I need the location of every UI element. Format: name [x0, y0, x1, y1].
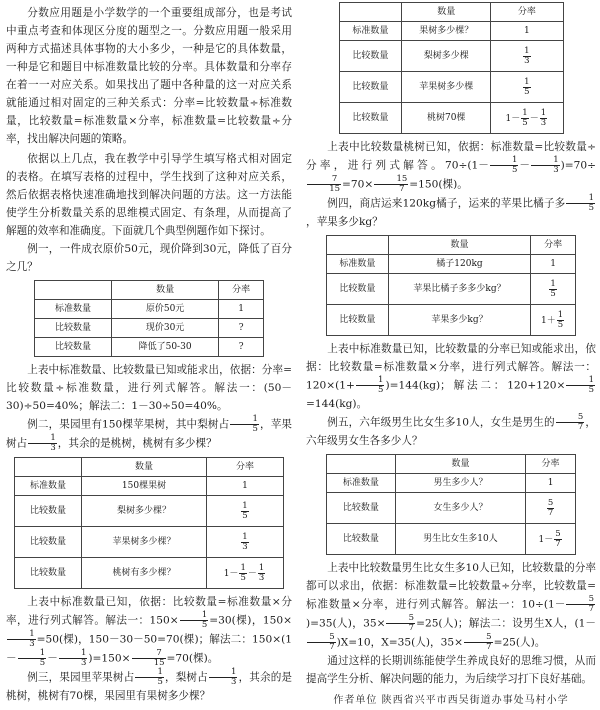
text-span: 数量: [388, 236, 530, 255]
text-span: 1: [242, 531, 248, 542]
text-span: =30(棵)，150×: [209, 614, 292, 627]
text-span: 7: [132, 649, 166, 659]
fraction: [566, 595, 595, 614]
fraction: [549, 280, 556, 299]
text-span: ，苹果树占: [6, 418, 293, 450]
text-span: 1: [242, 500, 248, 511]
text-span: 苹果树多少棵？: [82, 527, 207, 558]
fraction: [241, 533, 248, 552]
text-span: ，梨树占: [164, 671, 208, 684]
text-span: 1: [219, 300, 264, 319]
text-span: 3: [80, 658, 87, 668]
text-span: 比较数量: [15, 496, 82, 527]
text-span: 1: [490, 156, 519, 166]
table-example-5: [326, 454, 576, 555]
table-row: [15, 558, 284, 589]
fraction: [464, 633, 493, 652]
fraction: [531, 156, 560, 175]
text-span: 5: [557, 319, 564, 330]
text-span: 7: [588, 604, 594, 614]
text-span: 7: [555, 538, 561, 549]
table-cell: 1－ $\frac{1}{5}$ － $\frac{1}{3}$: [207, 558, 284, 589]
text-span: 梨树多少棵: [402, 41, 491, 72]
table-example-2: [14, 457, 284, 589]
text-span: 5: [556, 413, 585, 423]
text-span: 1: [28, 434, 57, 444]
text-span: 1: [59, 649, 88, 659]
fraction: [521, 109, 528, 128]
text-span: －: [519, 159, 531, 172]
table-row: [327, 474, 576, 493]
text-span: 女生多少人？: [395, 493, 525, 524]
text-span: 上表中标准数量已知，比较数量的分率已知或能求出，依据：比较数量=标准数量×分率，进行列式解答。解法一：120×(1+: [306, 343, 596, 392]
text-span: 1: [566, 194, 595, 204]
text-span: 7: [547, 507, 554, 518]
fraction: [7, 630, 36, 649]
text-span: 数量: [82, 458, 207, 477]
text-span: 3: [540, 117, 547, 128]
text-span: 比较数量: [35, 319, 112, 338]
fraction: [241, 502, 248, 521]
fraction: [307, 175, 341, 194]
table-header-row: [15, 458, 284, 477]
text-span: 1: [557, 309, 564, 320]
text-span: 标准数量: [327, 255, 389, 274]
text-span: 标准数量: [35, 300, 112, 319]
table-row: [35, 338, 264, 357]
text-span: 3: [524, 55, 530, 66]
text-span: 3: [50, 443, 56, 453]
text-span: 1: [356, 376, 385, 386]
text-span: 上表中比较数量桃树已知，依据：标准数量=比较数量÷分率，进行列式解答。70÷(1－: [306, 141, 596, 172]
text-span: 3: [231, 677, 237, 687]
text-span: 男生多少人？: [395, 474, 525, 493]
text-span: 1: [566, 376, 595, 386]
text-span: 苹果比橘子多多少kg？: [388, 274, 530, 305]
text-span: 1: [531, 156, 560, 166]
text-span: 5: [378, 385, 384, 395]
text-span: 数量: [111, 281, 218, 300]
table-row: [339, 72, 563, 103]
table-row: [15, 496, 284, 527]
fraction: [239, 564, 246, 583]
table-row: [35, 319, 264, 338]
text-span: 1: [209, 668, 238, 678]
text-span: 1＋: [541, 315, 556, 326]
text-span: 男生比女生多10人: [395, 524, 525, 555]
text-span: 分率: [531, 236, 576, 255]
text-span: 3: [242, 541, 248, 552]
text-span: 5: [386, 614, 415, 624]
table-example-1: [34, 280, 264, 357]
table-row: [35, 300, 264, 319]
text-span: 1: [524, 45, 530, 56]
text-span: 比较数量: [327, 274, 389, 305]
text-span: ，六年级男女生各多少人？: [306, 416, 597, 447]
fraction: [554, 530, 561, 549]
text-span: 1: [524, 76, 530, 87]
text-span: 1: [258, 562, 265, 573]
text-span: 5: [547, 497, 554, 508]
text-span: ，其余的是桃树，桃树有多少棵？: [57, 437, 217, 450]
text-span: 比较数量: [15, 527, 82, 558]
text-span: [327, 455, 396, 474]
fraction: [557, 311, 564, 330]
text-span: 标准数量: [15, 477, 82, 496]
conclusion-paragraph: 通过这样的长期训练能使学生养成良好的思维习惯，从而提高学生分析、解决问题的能力，为后续学习打下良好基础。: [306, 655, 596, 685]
text-span: ，苹果多少kg？: [306, 216, 383, 228]
text-span: 例四，商店运来120kg橘子，运来的苹果比橘子多: [327, 197, 566, 210]
text-span: 7: [486, 642, 492, 652]
text-span: 比较数量: [327, 305, 389, 336]
left-column: [6, 4, 292, 705]
text-span: =25(人)；解法二：设男生X人，(1－: [416, 617, 596, 630]
text-span: )=35(人)，35×: [306, 617, 386, 630]
text-span: 1: [240, 562, 246, 573]
text-span: 5: [588, 203, 594, 213]
text-span: 1: [540, 107, 547, 118]
text-span: 分率: [491, 3, 563, 22]
text-span: 15: [153, 658, 165, 668]
text-span: 7: [408, 623, 415, 633]
fraction: [523, 47, 530, 66]
text-span: [35, 281, 112, 300]
text-span: 1: [550, 278, 556, 289]
text-span: 5: [201, 620, 208, 630]
text-span: 5: [157, 677, 163, 687]
fraction: [566, 376, 595, 395]
text-span: 橘子120kg: [388, 255, 530, 274]
table-header-row: [339, 3, 563, 22]
example-3: [6, 668, 292, 705]
fraction: [386, 614, 415, 633]
intro-paragraph: 分数应用题是小学数学的一个重要组成部分，也是考试中重点考查和体现区分度的题型之一。分数应用题一般采用两种方式描述具体事物的大小多少，一种是它的具体数量，一种是它和题目中标准数量比较的分率。具体数量和分率存在着一一对应关系。如果找出了题中各种量的这一对应关系就能通过相对固定的三种关系式：分率=比较数量÷标准数量，比较数量=标准数量×分率，标准数量=比较数量÷分率，找出解决问题的策略。: [6, 7, 292, 145]
method-paragraph: 依据以上几点，我在教学中引导学生填写格式相对固定的表格。在填写表格的过程中，学生找到了这种对应关系，然后依据表格快速准确地找到解决问题的方法。这一方法能使学生分析数量关系的思维模式固定、有条理，从而提高了解题的效率和准确度。下面就几个典型例题作如下探讨。: [6, 153, 292, 237]
text-span: 5: [242, 510, 248, 521]
text-span: －: [47, 652, 58, 665]
table-row: [339, 103, 563, 134]
table-cell: 1: [526, 474, 576, 493]
table-cell: 1－ $\frac{1}{5}$ － $\frac{1}{3}$: [491, 103, 563, 134]
text-span: 1: [18, 649, 47, 659]
fraction: [547, 499, 554, 518]
text-span: 降低了50-30: [111, 338, 218, 357]
table-row: [327, 305, 576, 336]
table-header-row: [327, 455, 576, 474]
fraction: [356, 376, 385, 395]
text-span: 5: [252, 424, 258, 434]
text-span: 1: [7, 630, 36, 640]
table-cell: 1: [491, 22, 563, 41]
text-span: )=144(kg)；解法二：120+120×: [385, 379, 566, 392]
text-span: 标准数量: [339, 22, 402, 41]
text-span: ?: [219, 338, 264, 357]
text-span: =70×: [342, 178, 374, 191]
text-span: 比较数量: [339, 103, 402, 134]
table-cell: [491, 41, 563, 72]
table-cell: [207, 527, 284, 558]
fraction: [490, 156, 519, 175]
text-span: 上表中标准数量已知，依据：比较数量=标准数量×分率，进行列式解答。解法一：150×: [6, 596, 292, 627]
table-row: [339, 22, 563, 41]
solution-3: [306, 138, 596, 194]
text-span: 5: [555, 528, 561, 539]
text-span: 5: [588, 385, 594, 395]
text-span: 比较数量: [327, 524, 396, 555]
table-cell: [531, 274, 576, 305]
example-4: [306, 194, 596, 231]
text-span: =25(人)。: [493, 636, 546, 649]
text-span: 1: [180, 611, 209, 621]
table-row: [339, 41, 563, 72]
solution-2: [6, 593, 292, 668]
text-span: 7: [577, 422, 584, 432]
solution-1: 上表中标准数量、比较数量已知或能求出，依据：分率=比较数量÷标准数量，进行列式解答。解法一：(50－30)÷50=40%；解法二：1－30÷50=40%。: [6, 364, 292, 412]
text-span: 比较数量: [15, 558, 82, 589]
fraction: [230, 415, 259, 434]
fraction: [209, 668, 238, 687]
text-span: [15, 458, 82, 477]
text-span: 5: [307, 633, 336, 643]
text-span: 5: [39, 658, 46, 668]
fraction: [180, 611, 209, 630]
text-span: 比较数量: [339, 41, 402, 72]
text-span: )X=10，X=35(人)，35×: [336, 636, 463, 649]
fraction: [307, 633, 336, 652]
text-span: 3: [29, 639, 35, 649]
text-span: 3: [553, 165, 559, 175]
text-span: )=150×: [88, 652, 131, 665]
text-span: 15: [329, 184, 341, 194]
text-span: 桃树有多少棵？: [82, 558, 207, 589]
text-span: 1－: [223, 568, 239, 579]
text-span: 7: [399, 184, 405, 194]
text-span: 5: [524, 86, 530, 97]
right-column: [306, 0, 596, 710]
table-row: [15, 527, 284, 558]
fraction: [135, 668, 164, 687]
text-span: 1－: [538, 534, 554, 545]
table-example-4: [326, 235, 576, 336]
text-span: )=70÷: [560, 159, 596, 172]
table-cell: [526, 493, 576, 524]
text-span: 5: [550, 288, 556, 299]
text-span: 梨树多少棵？: [82, 496, 207, 527]
text-span: 原价50元: [111, 300, 218, 319]
text-span: 现价30元: [111, 319, 218, 338]
fraction: [59, 649, 88, 668]
text-span: 比较数量: [327, 493, 396, 524]
author-affiliation: 作者单位 陕西省兴平市西吴街道办事处马村小学: [333, 695, 569, 706]
text-span: 分率: [219, 281, 264, 300]
text-span: ?: [219, 319, 264, 338]
table-row: [15, 477, 284, 496]
table-cell: 1: [531, 255, 576, 274]
fraction: [566, 194, 595, 213]
text-span: 分率: [207, 458, 284, 477]
fraction: [18, 649, 47, 668]
fraction: [258, 564, 265, 583]
text-span: 5: [566, 595, 595, 605]
table-cell: [207, 496, 284, 527]
text-span: 果树多少棵？: [402, 22, 491, 41]
table-cell: [526, 524, 576, 555]
text-span: 上表中比较数量男生比女生多10人已知，比较数量的分率都可以求出，依据：标准数量=比较数量÷分率，比较数量=标准数量×分率，进行列式解答。解法一：10÷(1－: [306, 562, 596, 611]
text-span: 1－: [505, 113, 521, 124]
text-span: 标准数量: [327, 474, 396, 493]
text-span: =70(棵)。: [166, 652, 219, 665]
text-span: 例二，果园里有150棵苹果树，其中梨树占: [27, 418, 230, 431]
fraction: [132, 649, 166, 668]
example-1: 例一，一件成衣原价50元，现价降到30元，降低了百分之几？: [6, 243, 292, 273]
text-span: =144(kg)。: [306, 398, 368, 410]
example-2: [6, 415, 292, 453]
text-span: 7: [307, 175, 341, 185]
solution-4: [306, 340, 596, 413]
table-cell: [491, 72, 563, 103]
text-span: 桃树70棵: [402, 103, 491, 134]
text-span: ，其余的是桃树，桃树有70棵，果园里有果树多少棵？: [6, 671, 292, 702]
text-span: 5: [464, 633, 493, 643]
table-header-row: [327, 236, 576, 255]
fraction: [556, 413, 585, 432]
text-span: 数量: [402, 3, 491, 22]
table-header-row: [35, 281, 264, 300]
text-span: 数量: [395, 455, 525, 474]
fraction: [540, 109, 547, 128]
text-span: [339, 3, 402, 22]
text-span: 例三，果园里苹果树占: [27, 671, 135, 684]
example-5: [306, 413, 596, 450]
fraction: [523, 78, 530, 97]
text-span: 比较数量: [339, 72, 402, 103]
text-span: 分率: [526, 455, 576, 474]
fraction: [28, 434, 57, 453]
solution-5: [306, 559, 596, 652]
table-row: [327, 274, 576, 305]
table-example-3: [339, 2, 564, 134]
table-row: [327, 524, 576, 555]
table-cell: [531, 305, 576, 336]
text-span: 150棵果树: [82, 477, 207, 496]
fraction: [374, 175, 408, 194]
text-span: =50(棵)，150－30－50=70(棵)；解法二：150×(1－: [6, 633, 292, 665]
text-span: =150(棵)。: [409, 178, 468, 191]
text-span: 例五，六年级男生比女生多10人，女生是男生的: [327, 416, 555, 429]
text-span: 5: [240, 572, 246, 583]
text-span: 3: [258, 572, 265, 583]
table-row: [327, 255, 576, 274]
text-span: 比较数量: [35, 338, 112, 357]
text-span: 1: [230, 415, 259, 425]
table-row: [327, 493, 576, 524]
table-cell: 1: [207, 477, 284, 496]
text-span: 7: [329, 642, 335, 652]
text-span: 苹果多少kg？: [388, 305, 530, 336]
text-span: 1: [522, 107, 528, 118]
text-span: 15: [374, 175, 408, 185]
text-span: [327, 236, 389, 255]
text-span: 5: [512, 165, 518, 175]
text-span: 1: [135, 668, 164, 678]
text-span: 苹果树多少棵: [402, 72, 491, 103]
text-span: 5: [522, 117, 528, 128]
